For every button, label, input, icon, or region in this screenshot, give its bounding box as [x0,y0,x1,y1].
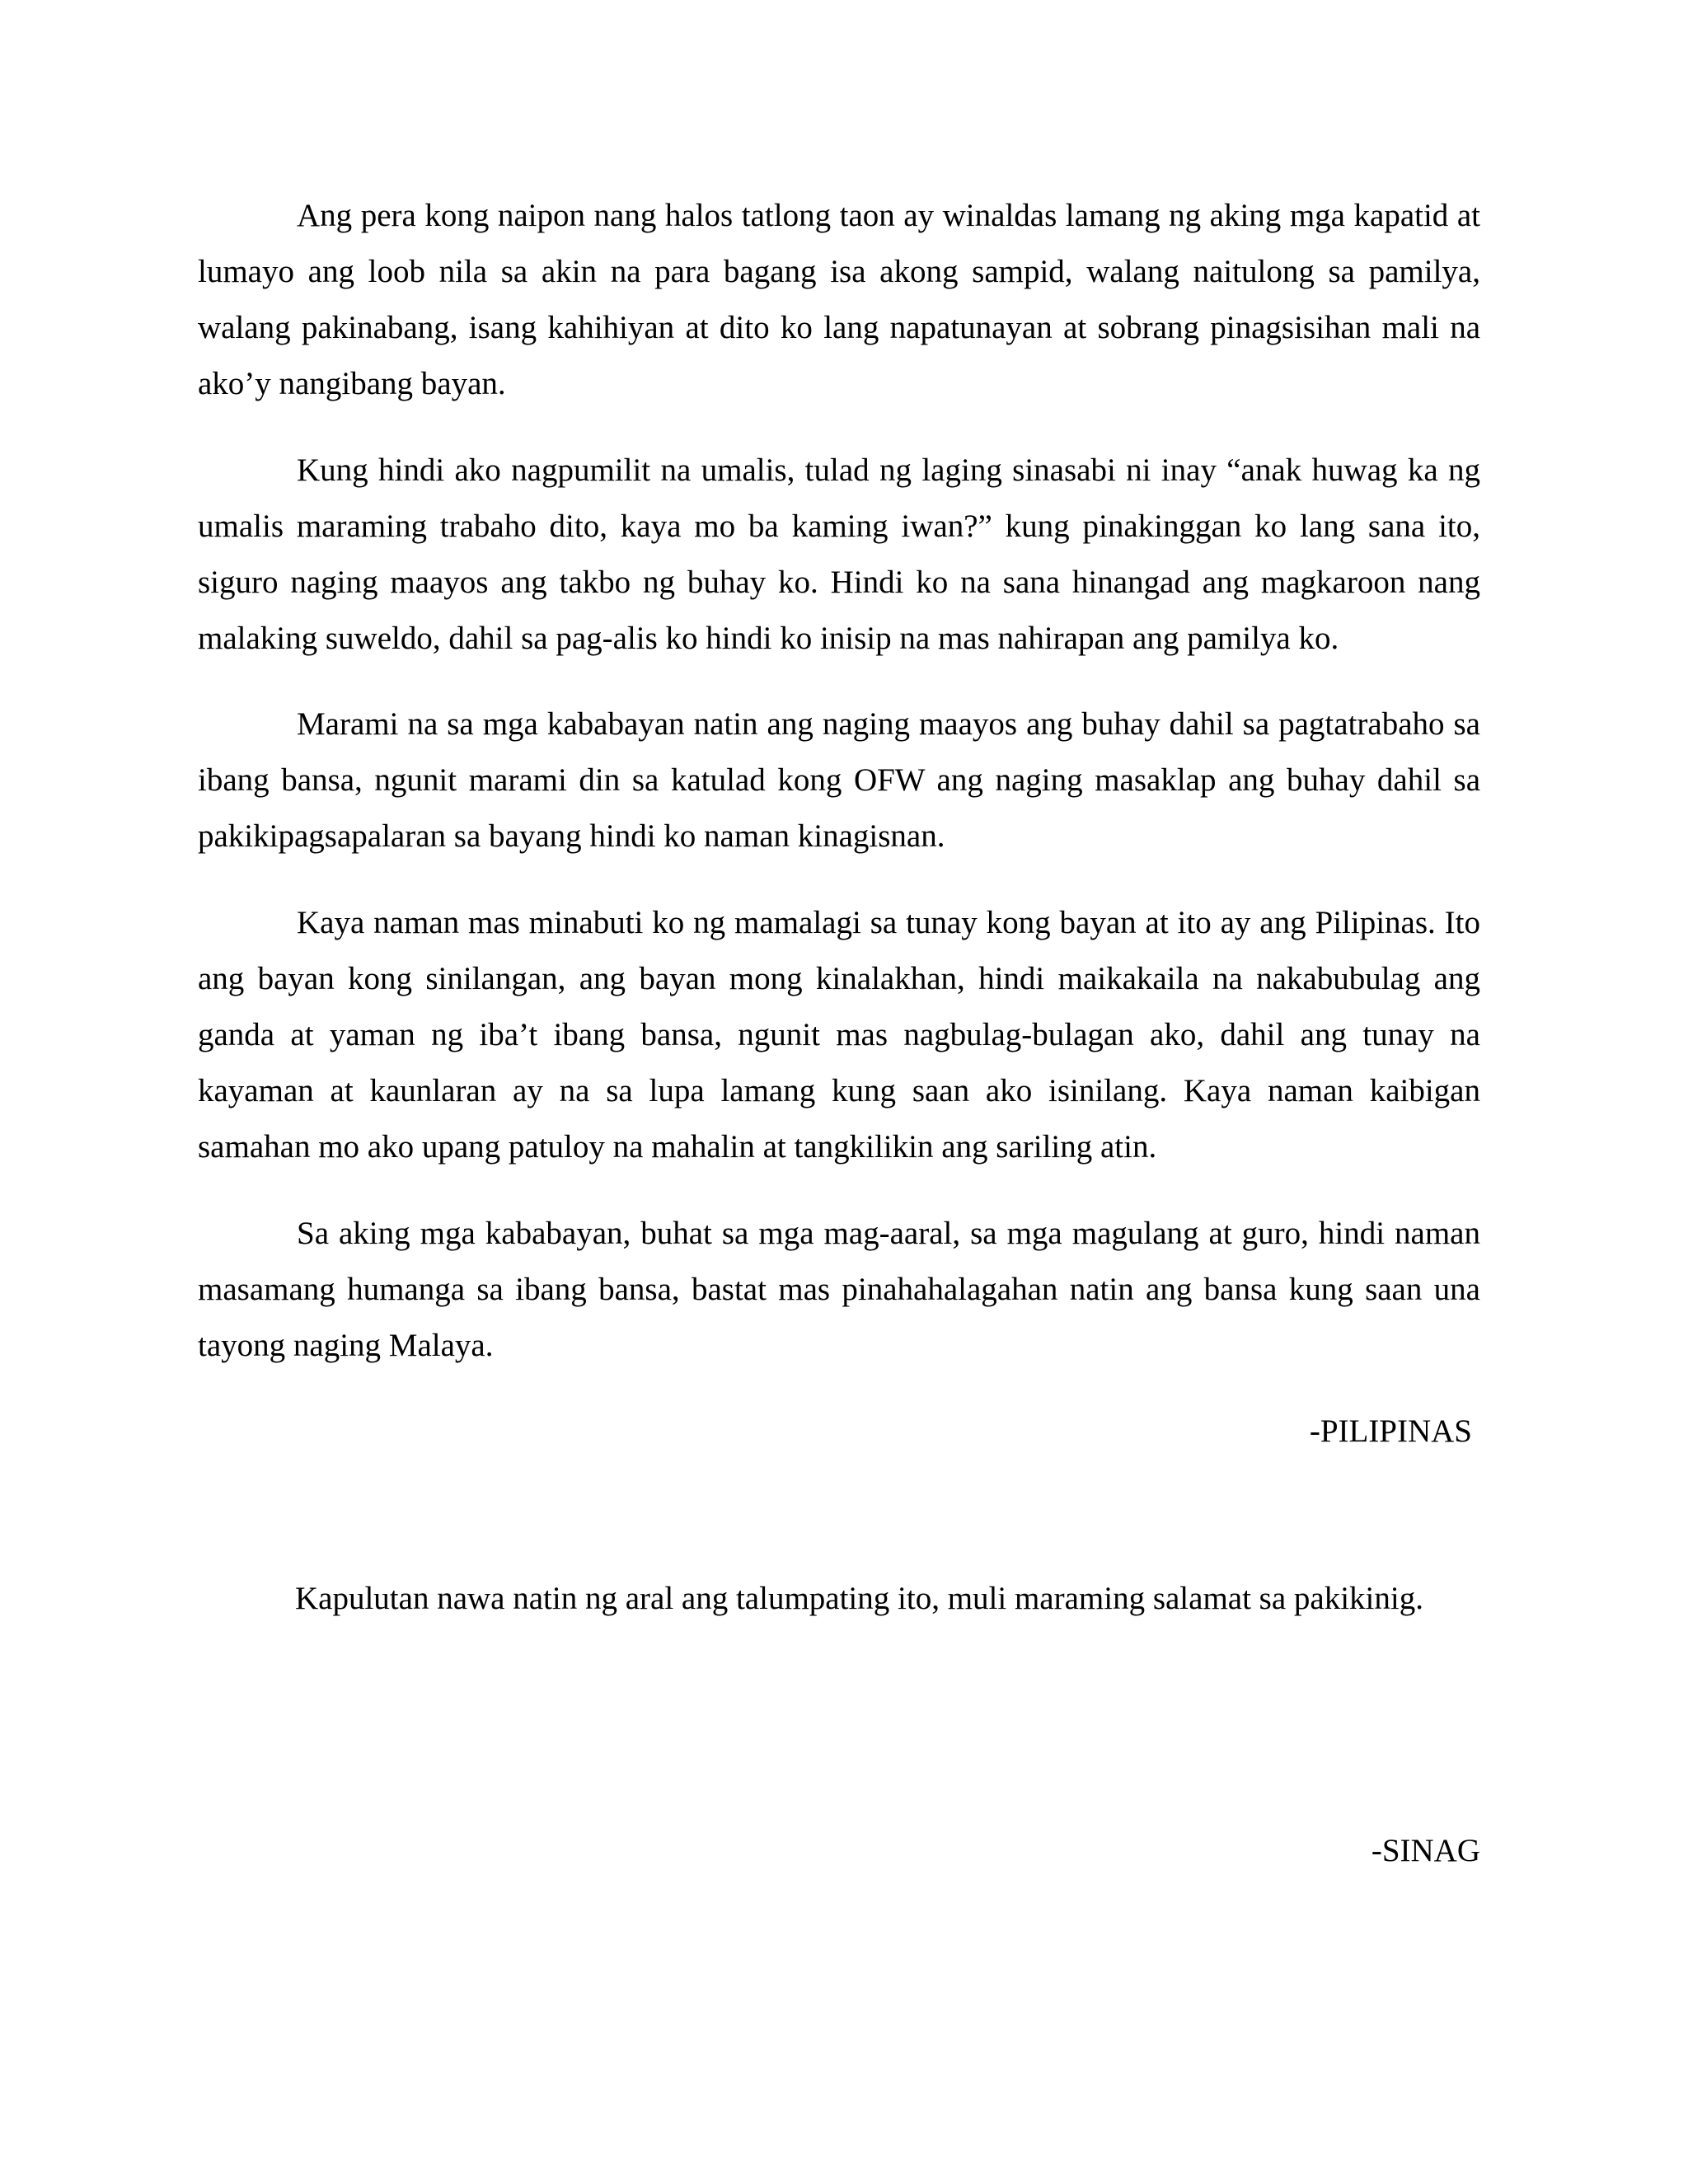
paragraph-1: Ang pera kong naipon nang halos tatlong taon ay winaldas lamang ng aking mga kapatid at lumayo ang loob nila sa akin na para bagang isa akong sampid, walang naitulong sa pamilya, walang pakinabang, isang kahihiyan at dito ko lang napatunayan at sobrang pinagsisihan mali na ako’y nangibang bayan. [198,198,1480,401]
signature-pilipinas: -PILIPINAS [1309,1413,1472,1449]
paragraph-4: Kaya naman mas minabuti ko ng mamalagi sa tunay kong bayan at ito ay ang Pilipinas. Ito ang bayan kong sinilangan, ang bayan mong kinalakhan, hindi maikakaila na nakabubulag ang ganda at yaman ng iba’t ibang bansa, ngunit mas nagbulag-bulagan ako, dahil ang tunay na kayaman at kaunlaran ay na sa lupa lamang kung saan ako isinilang. Kaya naman kaibigan samahan mo ako upang patuloy na mahalin at tangkilikin ang sariling atin. [198,905,1480,1165]
signature-sinag: -SINAG [1371,1833,1480,1868]
closing-line: Kapulutan nawa natin ng aral ang talumpating ito, muli maraming salamat sa pakikinig. [295,1581,1423,1616]
paragraph-2: Kung hindi ako nagpumilit na umalis, tulad ng laging sinasabi ni inay “anak huwag ka ng umalis maraming trabaho dito, kaya mo ba kaming iwan?” kung pinakinggan ko lang sana ito, siguro naging maayos ang takbo ng buhay ko. Hindi ko na sana hinangad ang magkaroon nang malaking suweldo, dahil sa pag-alis ko hindi ko inisip na mas nahirapan ang pamilya ko. [198,452,1480,656]
paragraph-3: Marami na sa mga kababayan natin ang naging maayos ang buhay dahil sa pagtatrabaho sa ibang bansa, ngunit marami din sa katulad kong OFW ang naging masaklap ang buhay dahil sa pakikipagsapalaran sa bayang hindi ko naman kinagisnan. [198,706,1480,854]
paragraph-5: Sa aking mga kababayan, buhat sa mga mag-aaral, sa mga magulang at guro, hindi naman masamang humanga sa ibang bansa, bastat mas pinahahalagahan natin ang bansa kung saan una tayong naging Malaya. [198,1216,1480,1363]
